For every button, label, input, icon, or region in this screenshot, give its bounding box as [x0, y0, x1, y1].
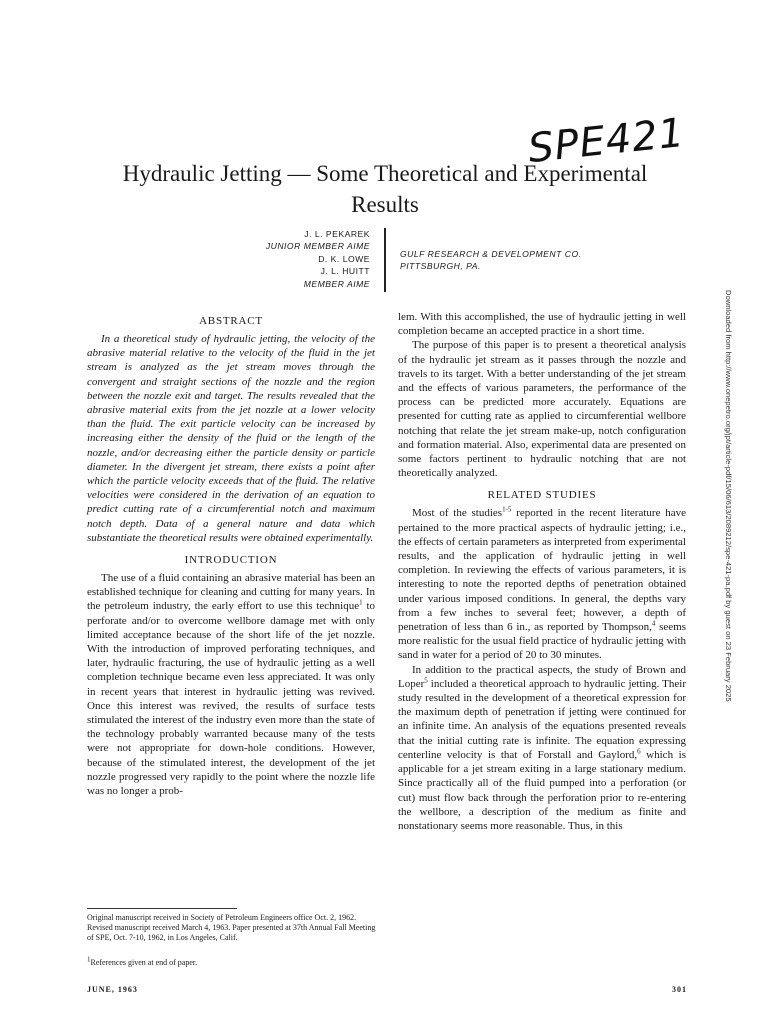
abstract-heading: ABSTRACT	[199, 315, 263, 327]
handwritten-note: SPE421	[526, 109, 688, 173]
page-number: 301	[672, 985, 687, 994]
right-column	[398, 310, 686, 833]
reference-mark: 4	[651, 619, 656, 628]
left-column	[87, 315, 375, 798]
footnote-mark: 1	[87, 955, 91, 964]
author-name: J. L. HUITT	[320, 266, 370, 277]
affiliation-company: GULF RESEARCH & DEVELOPMENT CO.	[400, 249, 582, 259]
related-paragraph-2: In addition to the practical aspects, the study of Brown and Loper$^5$ included a theoretical approach to hydraulic jetting. Their study resulted in the development of a theoretical expression for the maximum depth of penetration if jetting were continued for an infinite time. An analysis of the equations presented reveals that the initial cutting rate is infinite. The equation expressing centerline velocity is that of Forstall and Gaylord,$^6$ which is applicable for a jet stream exiting in a large stationary medium. Since practically all of the fluid pumped into a perforation (or cut) must flow back through the perforation prior to re-entering the wellbore, a description of the medium as finite and nonstationary seems more reasonable. Thus, in this	[398, 663, 686, 832]
author-name: J. L. PEKAREK	[304, 229, 370, 239]
affiliation-location: PITTSBURGH, PA.	[400, 261, 481, 272]
author-block	[200, 228, 370, 290]
footnote-references: $^1$References given at end of paper.	[87, 955, 198, 967]
introduction-heading: INTRODUCTION	[184, 554, 278, 567]
author-membership: MEMBER AIME	[303, 278, 370, 289]
reference-mark: 1	[359, 598, 363, 607]
footnote-rule	[87, 908, 237, 909]
footnote-manuscript: Original manuscript received in Society of Petroleum Engineers office Oct. 2, 1962. Revised manuscript received March 4, 1963. Paper presented at 37th Annual Fall Meeting of SPE, Oct. 7-10, 1962, in Los Angeles, Calif.	[87, 913, 376, 943]
purpose-paragraph: The purpose of this paper is to present a theoretical analysis of the hydraulic jet stream as it passes through the nozzle and travels to its target. With a better understanding of the jet stream and the effects of various parameters, the performance of the process can be predicted more accurately. Equations are presented for cutting rate as applied to circumferential wellbore notching that relate the jet stream make-up, notch configuration and formation material. Also, experimental data are presented on some factors pertinent to hydraulic notching that are not theoretically analyzed.	[398, 339, 686, 480]
paper-title: Hydraulic Jetting — Some Theoretical and Experimental Results	[122, 161, 648, 217]
affiliation-block	[400, 248, 582, 273]
download-notice-container	[724, 290, 743, 770]
author-name: D. K. LOWE	[318, 253, 370, 264]
continued-paragraph: lem. With this accomplished, the use of hydraulic jetting in well completion became an accepted practice in a short time.	[398, 311, 686, 338]
related-studies-heading: RELATED STUDIES	[487, 489, 597, 502]
reference-mark: 5	[424, 676, 428, 685]
reference-mark: 6	[637, 747, 641, 756]
reference-mark: 1-5	[502, 505, 512, 514]
introduction-paragraph: The use of a fluid containing an abrasive material has been an established technique for cleaning and cutting for many years. In the petroleum industry, the early effort to use this technique$^1$ to perforate and/or to overcome wellbore damage met with only limited acceptance because of the short life of the jet nozzle. With the introduction of improved perforating techniques, and later, hydraulic fracturing, the use of hydraulic jetting as a well completion technique became even less appreciated. It was only in recent years that interest in hydraulic jetting was revived. Once this interest was revived, the results of surface tests stimulated the interest of the industry even more than the state of the technology probably warranted because many of the tests were not appropriate for down-hole conditions. However, because of the stimulated interest, the development of the jet nozzle progressed very rapidly to the point where the nozzle life was no longer a prob-	[87, 572, 375, 798]
abstract-text: In a theoretical study of hydraulic jetting, the velocity of the abrasive material relative to the velocity of the fluid in the jet stream is analyzed as the jet stream moves through the convergent and straight sections of the nozzle and the region between the nozzle exit and target. The results revealed that the abrasive material exits from the jet nozzle at a lower velocity than the fluid. The exit particle velocity can be increased by increasing either the density of the fluid or the length of the nozzle, and/or decreasing either the particle density or particle diameter. In the divergent jet stream, there exists a point after which the particle velocity exceeds that of the fluid. The relative velocities were considered in the derivation of an equation to predict cutting rate of a circumferential notch and maximum notch depth. Data of a general nature and data which substantiate the theoretical results were obtained experimentally.	[87, 333, 375, 544]
related-paragraph-1: Most of the studies$^{1-5}$ reported in the recent literature have pertained to the more practical aspects of hydraulic jetting; i.e., the effects of certain parameters as interpreted from experimental results, and the application of hydraulic jetting in well completion. In reviewing the effects of various parameters, it is interesting to note the reported depths of penetration obtained under various imposed conditions. In general, the depths vary from a few inches to several feet; however, a depth of penetration of less than 6 in., as reported by Thompson,$^4$ seems more realistic for the usual field practice of hydraulic jetting with sand in water for a period of 20 to 30 minutes.	[398, 505, 686, 662]
author-membership: JUNIOR MEMBER AIME	[265, 241, 370, 252]
download-notice: Downloaded from http://www.onepetro.org/jpt/article-pdf/15/06/613/2089212/spe-421-pa.pdf by guest on 23 February 2025	[724, 290, 733, 702]
author-divider	[384, 228, 386, 292]
footer-date: JUNE, 1963	[87, 985, 138, 994]
